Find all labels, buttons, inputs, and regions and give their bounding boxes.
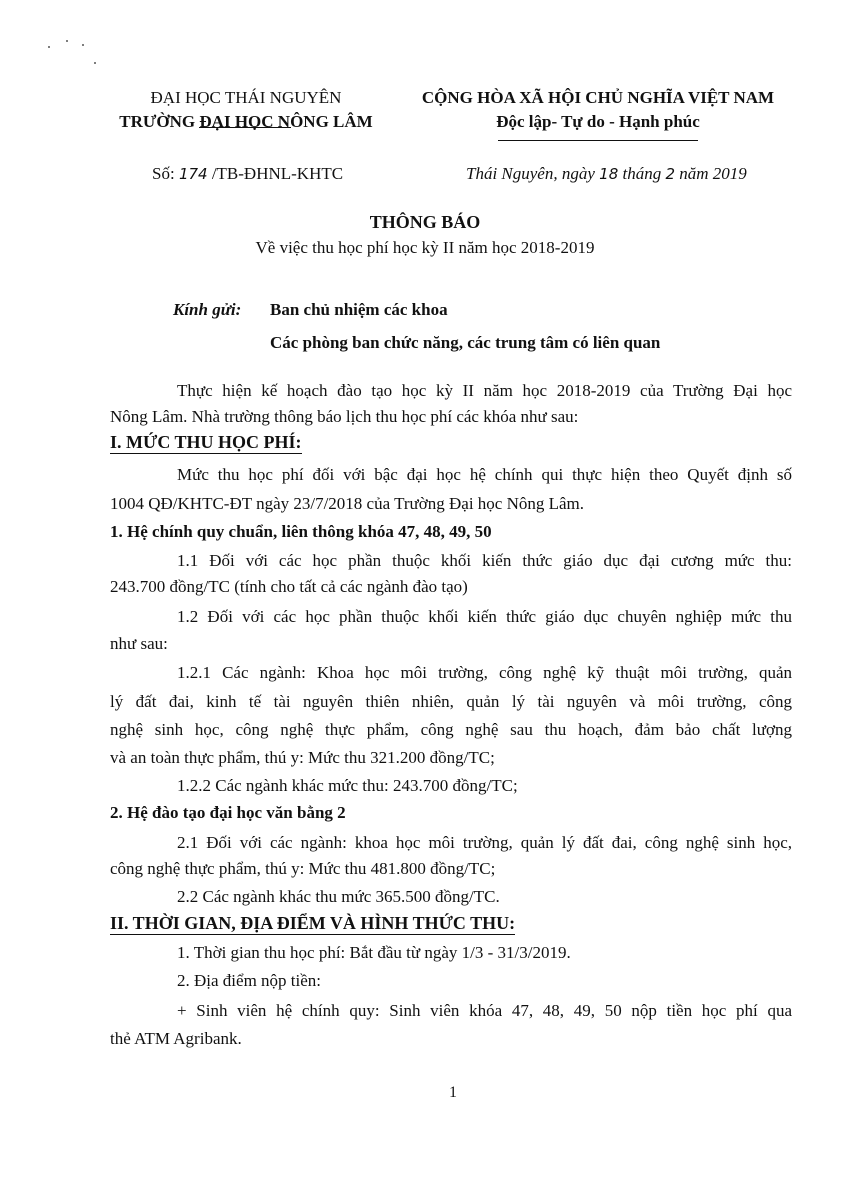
section-2-item-2: 2. Địa điểm nộp tiền: xyxy=(177,971,322,990)
section-1-paragraph-line: 1004 QĐ/KHTC-ĐT ngày 23/7/2018 của Trường Đại học Nông Lâm. xyxy=(110,494,585,513)
document-number-suffix: /TB-ĐHNL-KHTC xyxy=(211,164,344,183)
date-suffix: năm 2019 xyxy=(679,164,747,183)
item-1-2-line: 1.2 Đối với các học phần thuộc khối kiến thức giáo dục chuyên nghiệp mức thu xyxy=(177,607,792,626)
national-motto: CỘNG HÒA XÃ HỘI CHỦ NGHĨA VIỆT NAM xyxy=(421,88,775,107)
section-heading-2 xyxy=(110,913,515,934)
org-underline xyxy=(199,127,291,128)
item-1-2-1-line: 1.2.1 Các ngành: Khoa học môi trường, công nghệ kỹ thuật môi trường, quản xyxy=(177,663,792,682)
document-subtitle: Về việc thu học phí học kỳ II năm học 2018-2019 xyxy=(255,238,595,257)
national-slogan: Độc lập- Tự do - Hạnh phúc xyxy=(496,112,700,131)
date-month-word: tháng xyxy=(622,164,662,183)
intro-line: Nông Lâm. Nhà trường thông báo lịch thu học phí các khóa như sau: xyxy=(110,407,579,426)
section-1-paragraph-line: Mức thu học phí đối với bậc đại học hệ chính qui thực hiện theo Quyết định số xyxy=(177,465,792,484)
page-number: 1 xyxy=(449,1084,457,1101)
section-2-item-3-line: + Sinh viên hệ chính quy: Sinh viên khóa 47, 48, 49, 50 nộp tiền học phí qua xyxy=(177,1001,792,1020)
item-1-2-1-line: nghệ sinh học, công nghệ thực phẩm, công nghệ sau thu hoạch, đảm bảo chất lượng xyxy=(110,720,792,739)
item-1-1-line: 243.700 đồng/TC (tính cho tất cả các ngành đào tạo) xyxy=(110,577,468,596)
item-1-1-line: 1.1 Đối với các học phần thuộc khối kiến thức giáo dục đại cương mức thu: xyxy=(177,551,792,570)
scan-speck xyxy=(66,40,68,42)
date-month-handwritten: 2 xyxy=(665,165,676,183)
item-1-2-1-line: lý đất đai, kinh tế tài nguyên thiên nhiên, quản lý tài nguyên và môi trường, công xyxy=(110,692,792,711)
document-title: THÔNG BÁO xyxy=(369,212,481,232)
document-number-handwritten: 174 xyxy=(178,165,208,183)
slogan-underline xyxy=(498,140,698,141)
section-heading-1-text: I. MỨC THU HỌC PHÍ: xyxy=(110,432,302,452)
org-name: TRƯỜNG ĐẠI HỌC NÔNG LÂM xyxy=(119,112,373,131)
intro-line: Thực hiện kế hoạch đào tạo học kỳ II năm học 2018-2019 của Trường Đại học xyxy=(177,381,792,400)
scan-speck xyxy=(82,44,84,46)
item-2-1-line: 2.1 Đối với các ngành: khoa học môi trường, quản lý đất đai, công nghệ sinh học, xyxy=(177,833,792,852)
date-day-handwritten: 18 xyxy=(599,165,619,183)
item-1-2-1-line: và an toàn thực phẩm, thú y: Mức thu 321.200 đồng/TC; xyxy=(110,748,495,767)
date-prefix: Thái Nguyên, ngày xyxy=(466,164,595,183)
scan-speck xyxy=(94,62,96,64)
item-2-2: 2.2 Các ngành khác thu mức 365.500 đồng/TC. xyxy=(177,887,500,906)
section-heading-1 xyxy=(110,432,302,453)
recipient-2: Các phòng ban chức năng, các trung tâm có liên quan xyxy=(270,333,661,352)
section-2-item-3-line: thẻ ATM Agribank. xyxy=(110,1029,242,1048)
subsection-heading-1: 1. Hệ chính quy chuẩn, liên thông khóa 47, 48, 49, 50 xyxy=(110,522,492,541)
recipients-label: Kính gửi: xyxy=(173,300,242,319)
section-heading-2-text: II. THỜI GIAN, ĐỊA ĐIỂM VÀ HÌNH THỨC THU: xyxy=(110,913,516,933)
document-number xyxy=(152,164,343,184)
section-2-item-1: 1. Thời gian thu học phí: Bắt đầu từ ngày 1/3 - 31/3/2019. xyxy=(177,943,571,962)
document-number-prefix: Số: xyxy=(152,164,175,183)
org-parent: ĐẠI HỌC THÁI NGUYÊN xyxy=(150,88,342,107)
document-date xyxy=(466,164,747,184)
item-1-2-2: 1.2.2 Các ngành khác mức thu: 243.700 đồng/TC; xyxy=(177,776,518,795)
item-2-1-line: công nghệ thực phẩm, thú y: Mức thu 481.800 đồng/TC; xyxy=(110,859,496,878)
recipient-1: Ban chủ nhiệm các khoa xyxy=(270,300,448,319)
scan-speck xyxy=(48,46,50,48)
item-1-2-line: như sau: xyxy=(110,634,168,653)
subsection-heading-2: 2. Hệ đào tạo đại học văn bằng 2 xyxy=(110,803,346,822)
